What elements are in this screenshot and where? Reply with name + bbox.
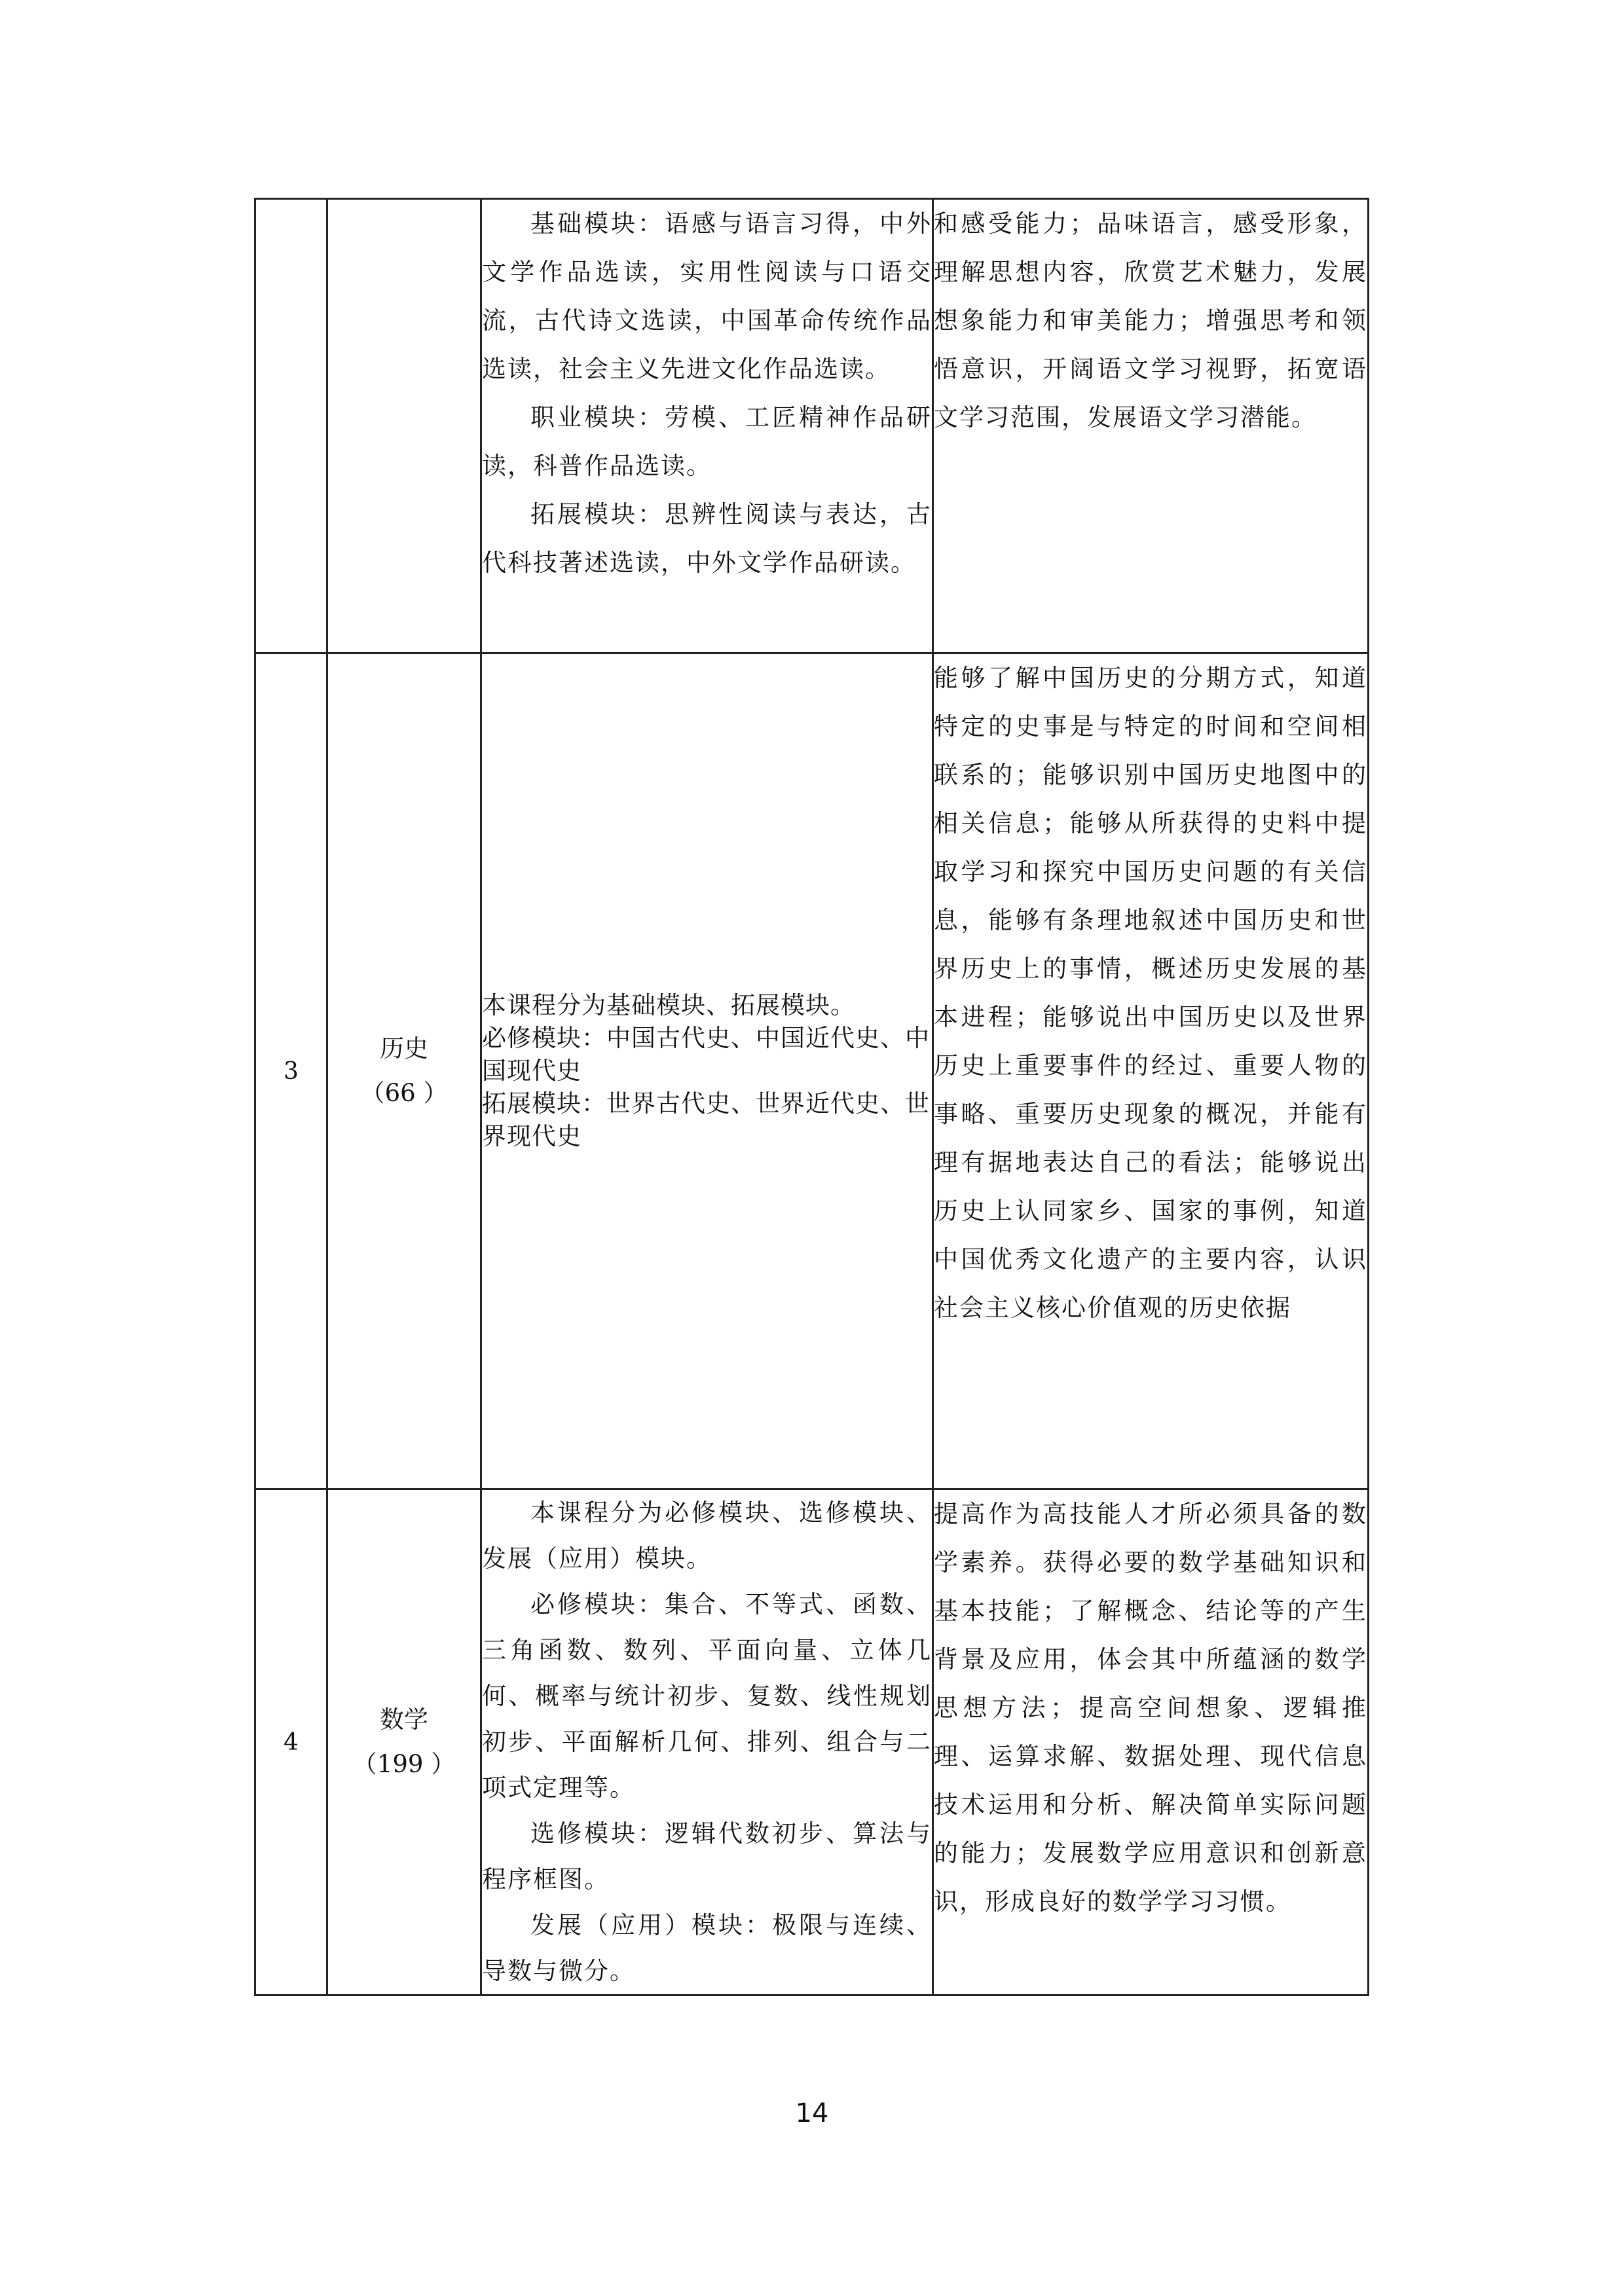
subject-name: 历史 [380,1034,428,1063]
content-paragraph: 选修模块：逻辑代数初步、算法与程序框图。 [482,1819,932,1893]
goal-text: 能够了解中国历史的分期方式，知道特定的史事是与特定的时间和空间相联系的；能够识别中国历史地图中的相关信息；能够从所获得的史料中提取学习和探究中国历史问题的有关信息，能够有条理地叙述中国历史和世界历史上的事情，概述历史发展的基本进程；能够说出中国历史以及世界历史上重要事件的经过、重要人物的事略、重要历史现象的概况，并能有理有据地表达自己的看法；能够说出历史上认同家乡、国家的事例，知道中国优秀文化遗产的主要内容，认识社会主义核心价值观的历史依据 [934,664,1367,1322]
row-number: 3 [284,1057,299,1085]
subject-cell [327,1489,481,1995]
subject-hours: （199 ） [352,1750,456,1778]
content-paragraph: 基础模块：语感与语言习得，中外文学作品选读，实用性阅读与口语交流，古代诗文选读，中国革命传统作品选读，社会主义先进文化作品选读。 [482,210,932,383]
subject-cell [327,653,481,1489]
content-paragraph: 职业模块：劳模、工匠精神作品研读，科普作品选读。 [482,403,932,480]
goal-cell [933,199,1369,653]
content-paragraph: 必修模块：中国古代史、中国近代史、中国现代史 [482,1024,930,1085]
content-paragraph: 发展（应用）模块：极限与连续、导数与微分。 [482,1911,932,1985]
subject-name: 数学 [380,1705,428,1734]
table-row [255,199,1369,653]
subject-cell [327,199,481,653]
goal-cell [933,1489,1369,1995]
row-number-cell [255,653,327,1489]
page-number: 14 [795,2098,829,2128]
content-cell [481,653,933,1489]
row-number: 4 [284,1728,299,1756]
content-cell [481,199,933,653]
curriculum-table [254,198,1369,1996]
table-row [255,653,1369,1489]
goal-cell [933,653,1369,1489]
content-paragraph: 拓展模块：世界古代史、世界近代史、世界现代史 [482,1089,930,1150]
row-number-cell [255,1489,327,1995]
content-cell [481,1489,933,1995]
goal-text: 和感受能力；品味语言，感受形象，理解思想内容，欣赏艺术魅力，发展想象能力和审美能力；增强思考和领悟意识，开阔语文学习视野，拓宽语文学习范围，发展语文学习潜能。 [934,210,1367,431]
content-paragraph: 本课程分为基础模块、拓展模块。 [482,991,855,1019]
table-row [255,1489,1369,1995]
goal-text: 提高作为高技能人才所必须具备的数学素养。获得必要的数学基础知识和基本技能；了解概念、结论等的产生背景及应用，体会其中所蕴涵的数学思想方法；提高空间想象、逻辑推理、运算求解、数据处理、现代信息技术运用和分析、解决简单实际问题的能力；发展数学应用意识和创新意识，形成良好的数学学习习惯。 [934,1500,1367,1916]
content-paragraph: 必修模块：集合、不等式、函数、三角函数、数列、平面向量、立体几何、概率与统计初步、复数、线性规划初步、平面解析几何、排列、组合与二项式定理等。 [482,1590,932,1802]
subject-hours: （66 ） [360,1079,448,1107]
row-number-cell [255,199,327,653]
content-paragraph: 拓展模块：思辨性阅读与表达，古代科技著述选读，中外文学作品研读。 [482,500,932,577]
content-paragraph: 本课程分为必修模块、选修模块、发展（应用）模块。 [482,1499,932,1573]
